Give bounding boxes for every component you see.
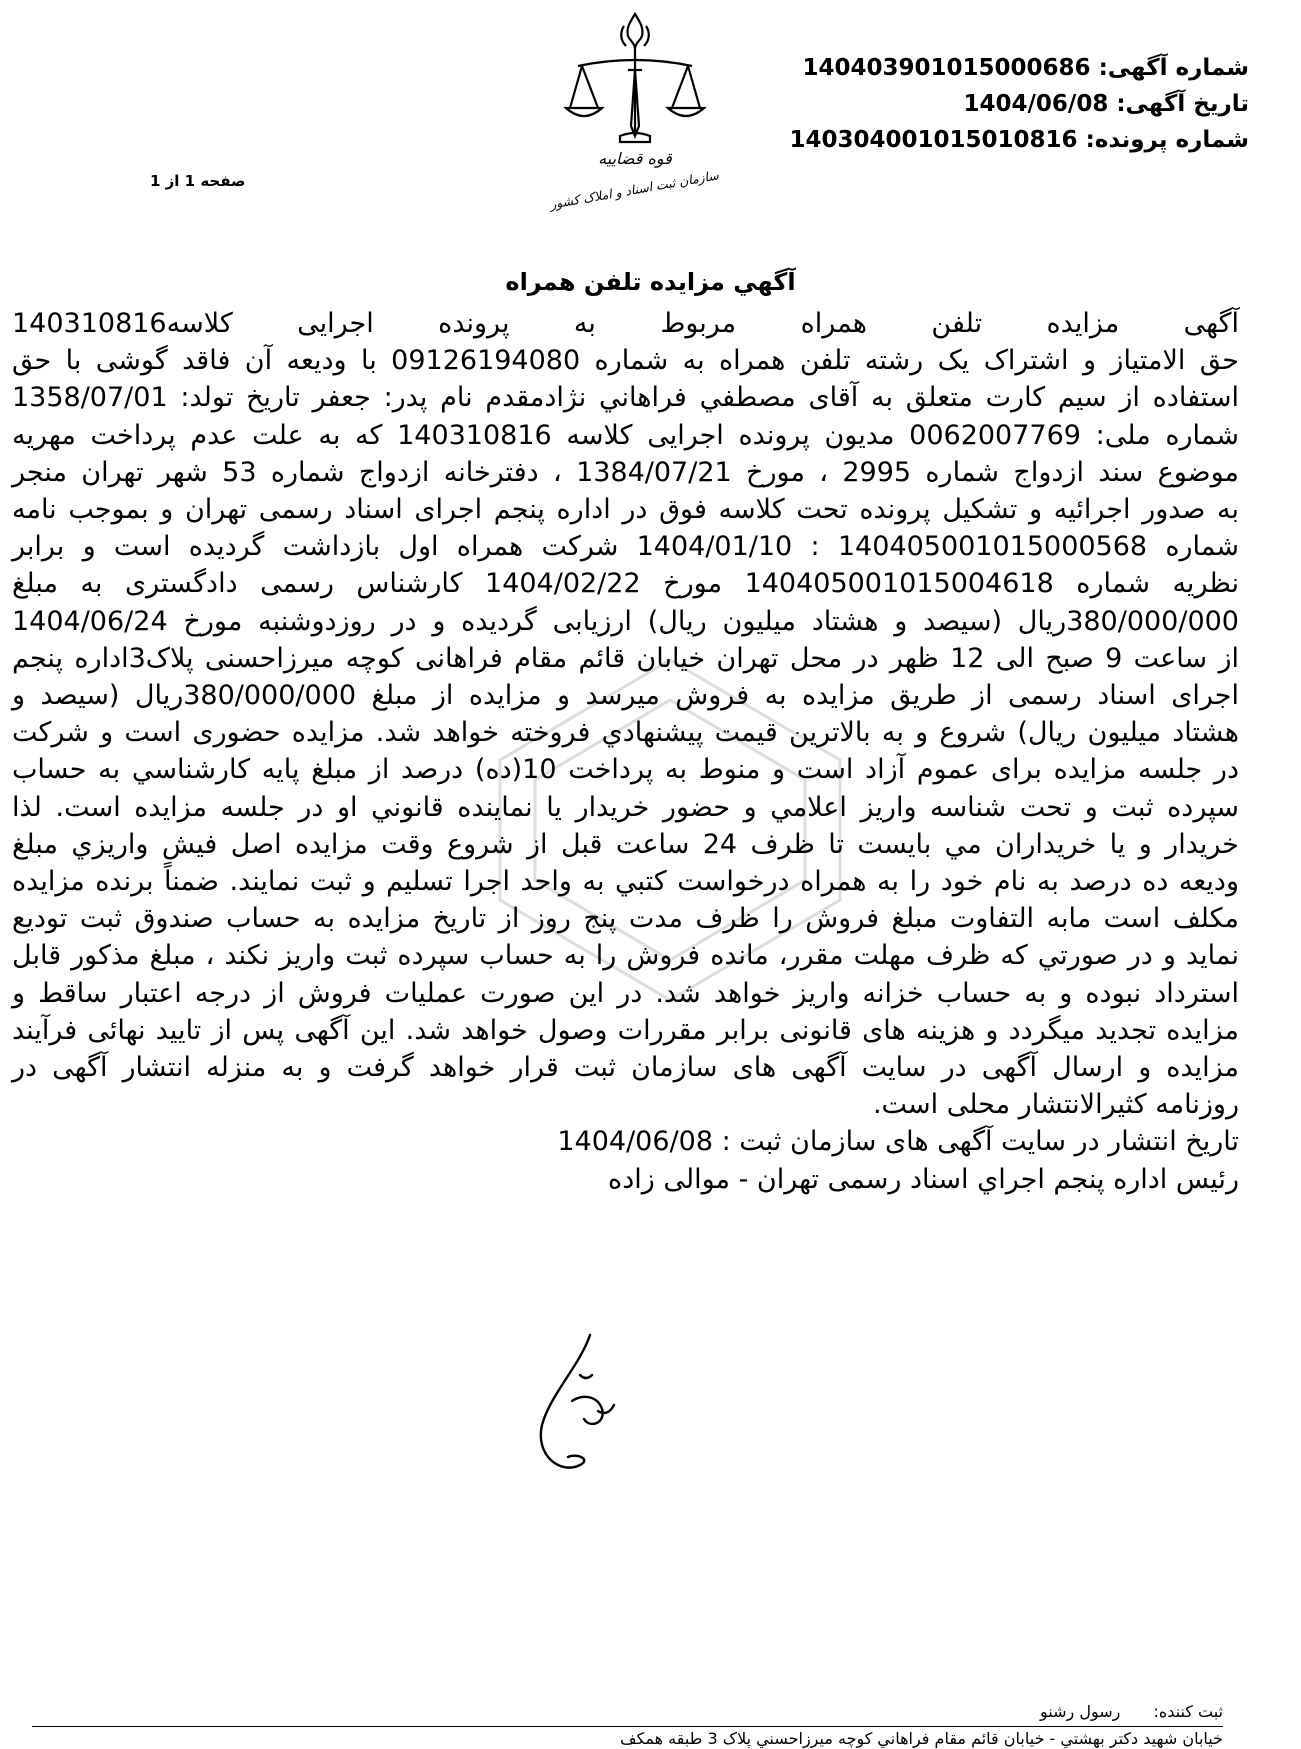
- footer-divider: [32, 1726, 1223, 1727]
- notice-number-label: شماره آگهی:: [1098, 55, 1249, 81]
- body-last-line: روزنامه کثیرالانتشار محلی است.: [872, 1089, 1239, 1121]
- body-line: مزایده و ارسال آگهی در سایت آگهی های سازمان ثبت قرار خواهد گرفت و به منزله انتشار آگهی در: [12, 1052, 1239, 1084]
- body-line: اجرای اسناد رسمی از طریق مزایده به فروش میرسد و مزایده از مبلغ 380/000/000ریال (سیصد و: [12, 680, 1239, 712]
- body-line: ودیعه ده درصد به نام خود را به همراه درخواست کتبي به واحد اجرا تسلیم و ثبت نمایند. ضمناً برنده مزایده: [12, 866, 1239, 898]
- notice-meta: [789, 50, 1249, 158]
- office-address: خیابان شهید دکتر بهشتي - خیابان قائم مقام فراهاني کوچه میرزاحسني پلاک 3 طبقه همکف: [620, 1729, 1223, 1748]
- case-number-row: [789, 122, 1249, 158]
- scales-of-justice-icon: [548, 8, 720, 218]
- body-line: موضوع سند ازدواج شماره 2995 ، مورخ 1384/07/21 ، دفترخانه ازدواج شماره 53 شهر تهران منجر: [12, 456, 1239, 488]
- signatory-line: رئیس اداره پنجم اجراي اسناد رسمی تهران - موالی زاده: [608, 1163, 1239, 1195]
- body-line: 380/000/000ریال (سیصد و هشتاد میلیون ریال) ارزیابی گردیده و در روزدوشنبه مورخ 1404/06/24: [12, 605, 1239, 637]
- page-number: صفحه 1 از 1: [150, 172, 246, 190]
- emblem-top-text: قوه قضاییه: [598, 149, 672, 168]
- publish-date-line: تاریخ انتشار در سایت آگهی های سازمان ثبت : 1404/06/08: [557, 1126, 1239, 1158]
- body-line: از ساعت 9 صبح الی 12 ظهر در محل تهران خیابان قائم مقام فراهانی کوچه میرزاحسنی پلاک3اداره پنجم: [12, 642, 1239, 674]
- body-line: شماره 140405001015000568 : 1404/01/10 شرکت همراه اول بازداشت گردیده است و برابر: [12, 531, 1240, 563]
- handwritten-signature: [480, 1305, 655, 1485]
- notice-body: [12, 305, 1239, 1198]
- body-line: استرداد نبوده و به حساب خزانه واریز خواهد شد. در این صورت عملیات فروش از درجه اعتبار ساقط و: [12, 977, 1239, 1009]
- notice-number: 140403901015000686: [802, 55, 1091, 81]
- judiciary-emblem: [548, 8, 720, 218]
- body-line: شماره ملی: 0062007769 مدیون پرونده اجرایی کلاسه 140310816 که به علت عدم پرداخت مهریه: [12, 419, 1240, 451]
- notice-number-row: [789, 50, 1249, 86]
- case-number-label: شماره پرونده:: [1085, 127, 1249, 153]
- body-line: خریدار و یا خریداران مي بایست تا ظرف 24 ساعت قبل از شروع وقت مزایده اصل فیش واریزي مبلغ: [12, 828, 1239, 860]
- notice-date-row: [789, 86, 1249, 122]
- notice-title: آگهي مزايده تلفن همراه: [505, 268, 796, 296]
- notice-date-label: تاریخ آگهی:: [1116, 91, 1249, 117]
- registrar-info: [1040, 1702, 1223, 1721]
- body-line: سپرده ثبت و تحت شناسه واریز اعلامي و حضور خریدار یا نماینده قانوني او در جلسه مزایده است. لذا: [12, 791, 1239, 823]
- notice-paragraph: [12, 305, 1239, 1086]
- case-number: 140304001015010816: [789, 127, 1078, 153]
- notice-date: 1404/06/08: [963, 91, 1109, 117]
- body-line: در جلسه مزایده برای عموم آزاد است و منوط به پرداخت 10(ده) درصد از مبلغ پایه کارشناسي به حساب: [12, 754, 1239, 786]
- body-line: مکلف است مابه التفاوت مبلغ فروش را ظرف مدت پنج روز از تاریخ مزایده به حساب صندوق ثبت تودیع: [12, 903, 1239, 935]
- body-line: نظریه شماره 140405001015004618 مورخ 1404/02/22 کارشناس رسمی دادگستری به مبلغ: [12, 568, 1240, 600]
- body-line: نماید و در صورتي که ظرف مهلت مقرر، مانده فروش را به حساب سپرده ثبت واریز نکند ، مبلغ مذکور قابل: [12, 940, 1239, 972]
- body-line: به صدور اجرائیه و تشکیل پرونده تحت کلاسه فوق در اداره پنجم اجرای اسناد رسمی تهران و بموجب نامه: [12, 494, 1239, 526]
- emblem-bottom-text: سازمان ثبت اسناد و املاک کشور: [548, 167, 720, 212]
- registrar-label: ثبت کننده:: [1153, 1702, 1223, 1721]
- body-line: مزایده تجدید میگردد و هزینه های قانونی برابر مقررات وصول خواهد شد. این آگهی پس از تایید نهائی فرآیند: [12, 1014, 1239, 1046]
- body-line: حق الامتیاز و اشتراک یک رشته تلفن همراه به شماره 09126194080 با ودیعه آن فاقد گوشی با حق: [12, 345, 1239, 377]
- body-line: استفاده از سیم کارت متعلق به آقای مصطفي فراهاني نژادمقدم نام پدر: جعفر تاریخ تولد: 1358/07/01: [12, 382, 1239, 414]
- registrar-name: رسول رشنو: [1040, 1702, 1121, 1721]
- body-line: آگهی مزایده تلفن همراه مربوط به پرونده اجرایی کلاسه140310816: [12, 308, 1239, 339]
- body-line: هشتاد میلیون ریال) شروع و به بالاترین قیمت پیشنهادي فروخته خواهد شد. مزایده حضوری است و شرکت: [12, 717, 1239, 749]
